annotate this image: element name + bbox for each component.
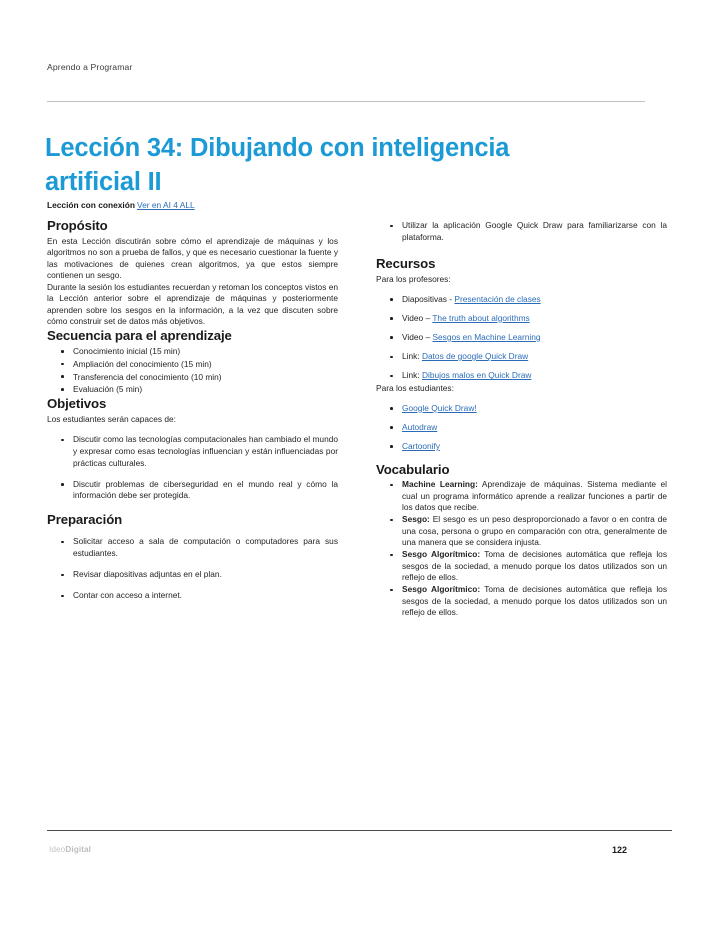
- preparacion-list: [47, 536, 338, 602]
- list-item: [376, 549, 667, 584]
- list-item: Ampliación del conocimiento (15 min): [47, 358, 338, 371]
- list-item: Utilizar la aplicación Google Quick Draw para familiarizarse con la plataforma.: [376, 220, 667, 243]
- footer-logo-light: Ideo: [49, 845, 66, 854]
- vocab-term: Machine Learning:: [402, 479, 478, 490]
- list-item: Solicitar acceso a sala de computación o computadores para sus estudiantes.: [47, 536, 338, 559]
- resource-prefix: Video –: [402, 331, 433, 342]
- list-item: Conocimiento inicial (15 min): [47, 345, 338, 358]
- lesson-connection-label: Lección con conexión: [47, 200, 135, 210]
- lesson-connection: [47, 200, 195, 210]
- list-item: [376, 584, 667, 619]
- vocab-term: Sesgo Algorítmico:: [402, 584, 481, 595]
- secuencia-list: [47, 345, 338, 396]
- heading-secuencia: Secuencia para el aprendizaje: [47, 327, 232, 343]
- vocab-definition: El sesgo es un peso desproporcionado a favor o en contra de una cosa, persona o grupo en comparación con otra, generalmente de una manera que se considera injusta.: [402, 514, 667, 548]
- list-item: Discutir como las tecnologías computacionales han cambiado el mundo y expresar como esas tecnologías influencian y están influenciadas por prácticas culturales.: [47, 434, 338, 469]
- objetivos-list: [47, 434, 338, 502]
- lesson-connection-link[interactable]: Ver en AI 4 ALL: [136, 200, 195, 210]
- recursos-teacher-list: [376, 294, 667, 382]
- vocab-term: Sesgo Algorítmico:: [402, 549, 481, 560]
- resource-link[interactable]: The truth about algorithms: [432, 312, 530, 323]
- footer-logo: [49, 845, 91, 854]
- page-number: 122: [612, 845, 628, 855]
- right-column: [376, 218, 667, 619]
- vocab-definition: Toma de decisiones automática que refleja los sesgos de la sociedad, a menudo porque los datos utilizados son un reflejo de ellos.: [402, 549, 667, 583]
- vocab-definition: Aprendizaje de máquinas. Sistema mediante el cual un programa informático aprende a realizar funciones a partir de los datos que recibe.: [402, 479, 668, 513]
- running-header: Aprendo a Programar: [47, 62, 133, 72]
- list-item: [376, 514, 667, 549]
- resource-prefix: Link:: [402, 370, 422, 381]
- list-item: [376, 479, 667, 514]
- list-item: [376, 403, 667, 415]
- heading-preparacion: Preparación: [47, 511, 123, 527]
- list-item: [376, 422, 667, 434]
- list-item: [376, 441, 667, 453]
- vocab-definition: Toma de decisiones automática que refleja los sesgos de la sociedad, a menudo porque los datos utilizados son un reflejo de ellos.: [402, 584, 667, 618]
- resource-link[interactable]: Cartoonify: [402, 440, 441, 451]
- list-item: [376, 351, 667, 363]
- left-column: [47, 218, 338, 611]
- resource-prefix: Video –: [402, 312, 433, 323]
- resource-link[interactable]: Dibujos malos en Quick Draw: [421, 370, 532, 381]
- resource-link[interactable]: Datos de google Quick Draw: [421, 351, 529, 362]
- recursos-student-list: [376, 403, 667, 453]
- list-item: [376, 332, 667, 344]
- vocabulario-list: [376, 479, 667, 619]
- vocab-term: Sesgo:: [402, 514, 430, 525]
- heading-vocabulario: Vocabulario: [376, 461, 450, 477]
- heading-proposito: Propósito: [47, 218, 108, 233]
- footer-logo-bold: Digital: [65, 845, 92, 854]
- list-item: Revisar diapositivas adjuntas en el plan.: [47, 569, 338, 581]
- header-divider: [47, 101, 645, 102]
- list-item: [376, 370, 667, 382]
- proposito-paragraph-1: En esta Lección discutirán sobre cómo el aprendizaje de máquinas y los algoritmos no son a prueba de fallos, y que es necesario cuestionar la fuente y las motivaciones de quienes crean algoritmos, ya que estos siempre contienen un sesgo.: [47, 235, 338, 281]
- resource-link[interactable]: Presentación de clases: [454, 293, 541, 304]
- resource-link[interactable]: Autodraw: [402, 421, 438, 432]
- heading-objetivos: Objetivos: [47, 396, 107, 412]
- resource-link[interactable]: Sesgos en Machine Learning: [432, 331, 541, 342]
- footer-divider: [47, 830, 672, 831]
- resource-prefix: Link:: [402, 351, 422, 362]
- proposito-paragraph-2: Durante la sesión los estudiantes recuerdan y retoman los conceptos vistos en la Lección anterior sobre el aprendizaje de máquinas y posteriormente aprenden sobre los sesgos en la información, a la vez que discuten sobre cómo construir set de datos más objetivos.: [47, 281, 338, 327]
- resource-link[interactable]: Google Quick Draw!: [402, 402, 477, 413]
- preparacion-continued-list: [376, 220, 667, 243]
- recursos-teachers-lead: Para los profesores:: [376, 273, 451, 284]
- list-item: Contar con acceso a internet.: [47, 590, 338, 602]
- list-item: Evaluación (5 min): [47, 383, 338, 396]
- recursos-students-lead: Para los estudiantes:: [376, 382, 454, 393]
- heading-recursos: Recursos: [376, 256, 436, 272]
- objetivos-lead: Los estudiantes serán capaces de:: [47, 413, 176, 424]
- list-item: [376, 294, 667, 306]
- page-title: Lección 34: Dibujando con inteligencia artificial II: [45, 134, 510, 196]
- list-item: [376, 313, 667, 325]
- list-item: Discutir problemas de ciberseguridad en el mundo real y cómo la información debe ser protegida.: [47, 479, 338, 502]
- resource-prefix: Diapositivas -: [402, 293, 455, 304]
- list-item: Transferencia del conocimiento (10 min): [47, 371, 338, 384]
